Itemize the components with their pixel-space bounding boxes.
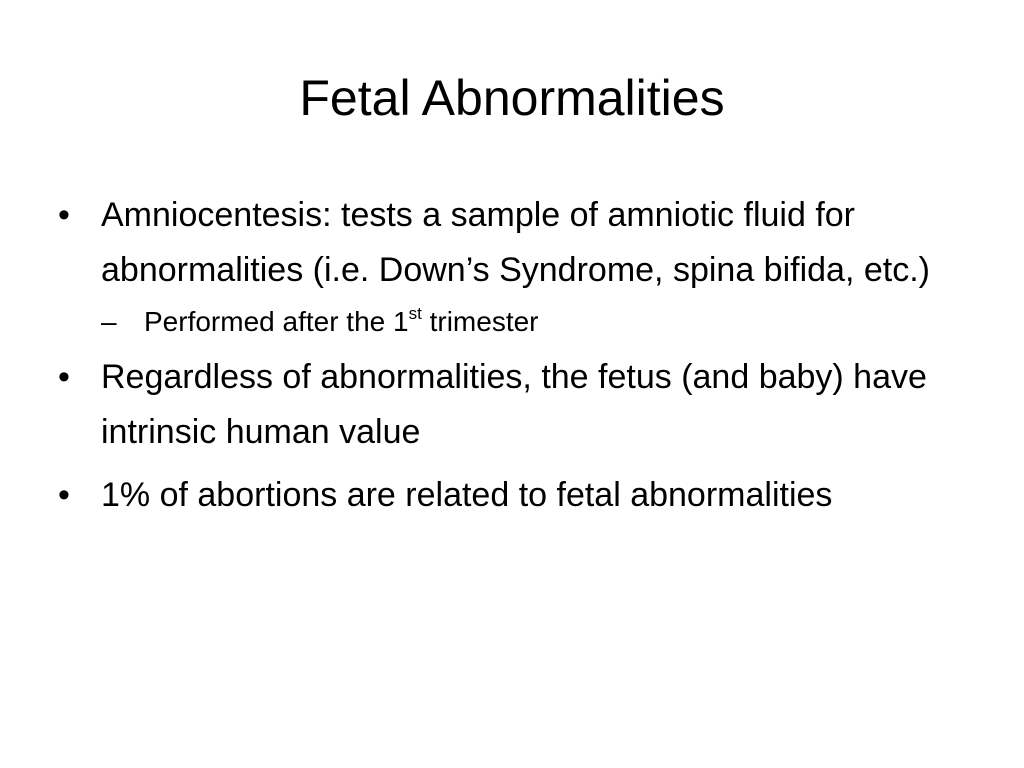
slide-title: Fetal Abnormalities — [299, 70, 725, 126]
bullet-list — [58, 188, 958, 531]
sub-bullet-superscript: st — [408, 303, 422, 323]
sub-bullet-text-after: trimester — [421, 306, 539, 337]
bullet-icon: • — [58, 196, 70, 234]
bullet-item-intrinsic-value — [58, 350, 958, 460]
sub-bullet-text-before: Performed after the 1 — [144, 306, 409, 337]
bullet-icon: • — [58, 476, 70, 514]
bullet-text: Amniocentesis: tests a sample of amniotic fluid for abnormalities (i.e. Down’s Syndrome, spina bifida, etc.) — [101, 196, 930, 289]
bullet-text: Regardless of abnormalities, the fetus (and baby) have intrinsic human value — [101, 358, 927, 451]
bullet-icon: • — [58, 358, 70, 396]
sub-bullet-list — [101, 302, 958, 342]
sub-bullet-item-trimester — [101, 302, 958, 342]
bullet-item-amniocentesis — [58, 188, 958, 342]
dash-icon: – — [101, 306, 117, 337]
bullet-text: 1% of abortions are related to fetal abnormalities — [101, 476, 833, 514]
bullet-item-abortion-statistic — [58, 468, 958, 523]
